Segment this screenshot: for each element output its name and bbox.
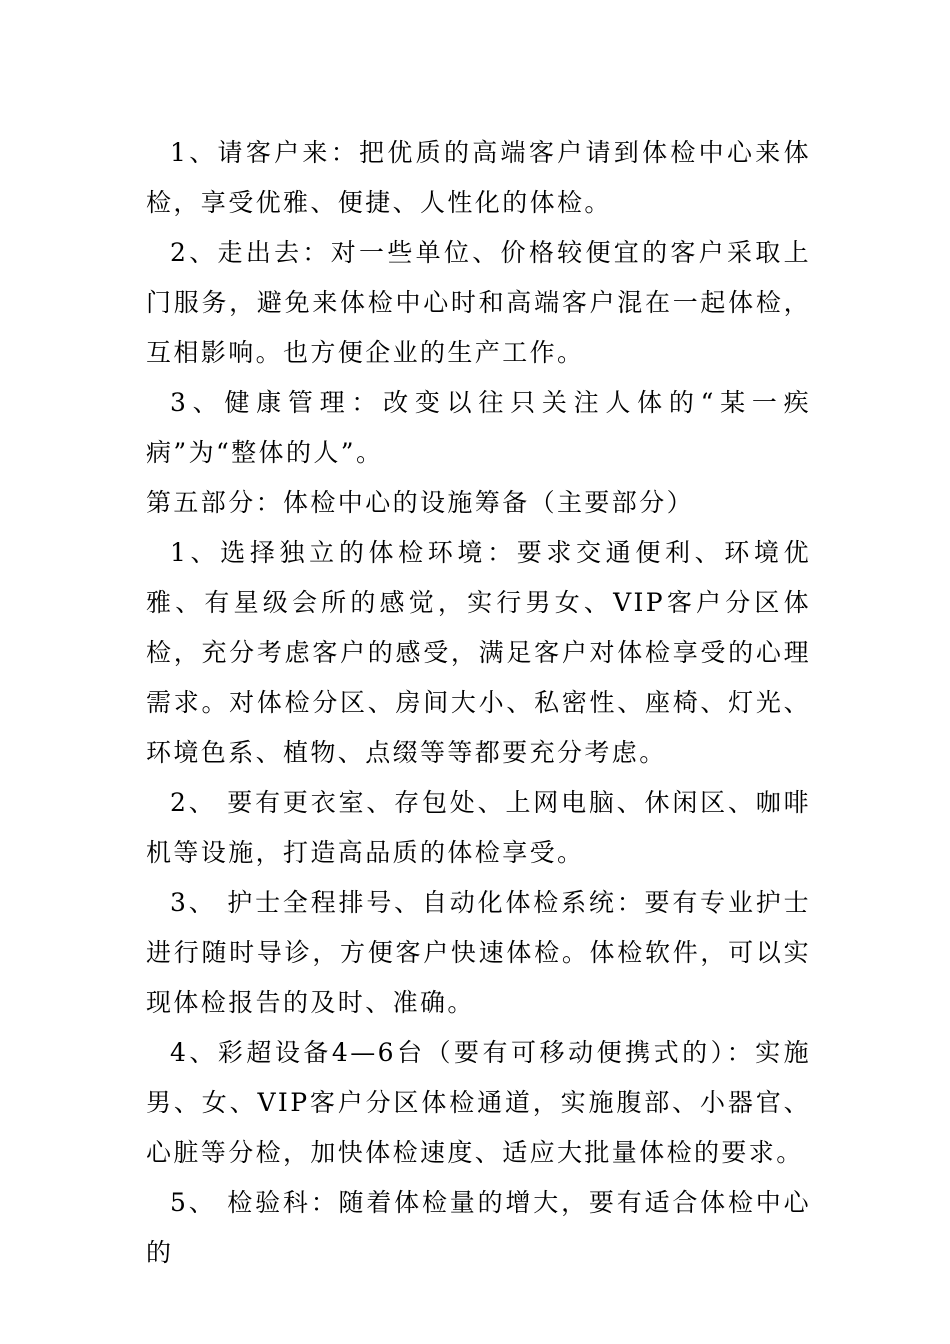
paragraph-go-out: 2、走出去：对一些单位、价格较便宜的客户采取上门服务，避免来体检中心时和高端客户混在一起体检，互相影响。也方便企业的生产工作。 [146, 238, 811, 367]
paragraph-nurse-system: 3、 护士全程排号、自动化体检系统：要有专业护士进行随时导诊，方便客户快速体检。体检软件，可以实现体检报告的及时、准确。 [146, 888, 811, 1017]
paragraph-laboratory: 5、 检验科：随着体检量的增大，要有适合体检中心的 [146, 1188, 811, 1267]
paragraph-environment: 1、选择独立的体检环境：要求交通便利、环境优雅、有星级会所的感觉，实行男女、VIP客户分区体检，充分考虑客户的感受，满足客户对体检享受的心理需求。对体检分区、房间大小、私密性、座椅、灯光、环境色系、植物、点缀等等都要充分考虑。 [146, 538, 811, 767]
paragraph-health-management: 3、健康管理：改变以往只关注人体的“某一疾病”为“整体的人”。 [146, 388, 811, 467]
document-page [146, 128, 811, 1278]
paragraph-invite-clients: 1、请客户来：把优质的高端客户请到体检中心来体检，享受优雅、便捷、人性化的体检。 [146, 138, 811, 217]
paragraph-facilities: 2、 要有更衣室、存包处、上网电脑、休闲区、咖啡机等设施，打造高品质的体检享受。 [146, 788, 811, 867]
paragraph-ultrasound: 4、彩超设备4—6台（要有可移动便携式的）：实施男、女、VIP客户分区体检通道，实施腹部、小器官、心脏等分检，加快体检速度、适应大批量体检的要求。 [146, 1038, 811, 1167]
section-heading-part-five: 第五部分：体检中心的设施筹备（主要部分） [146, 488, 695, 517]
